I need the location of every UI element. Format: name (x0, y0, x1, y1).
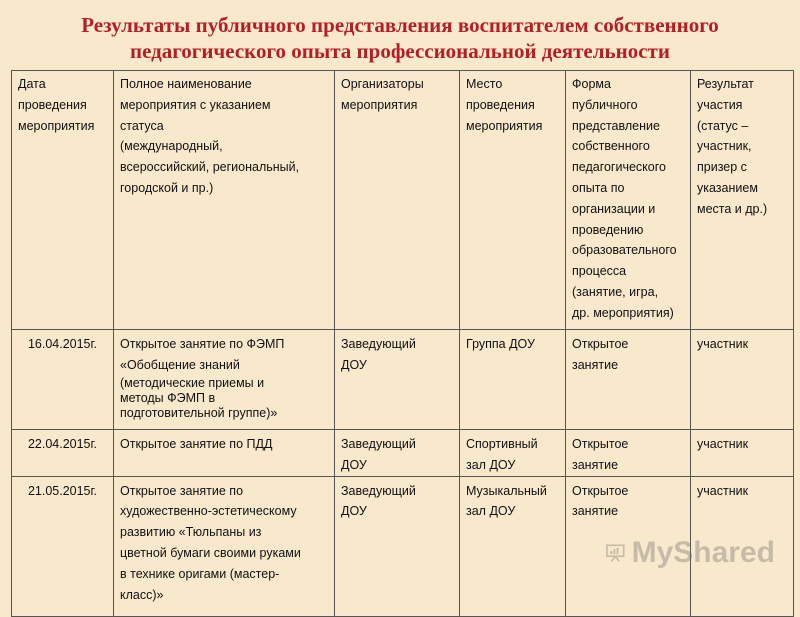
cell-event: Открытое занятие по художественно-эстетическому развитию «Тюльпаны из цветной бумаги своими руками в технике оригами (мастер- класс)» (114, 476, 335, 616)
table-row (12, 330, 794, 430)
cell-place: Группа ДОУ (460, 330, 566, 430)
header-form: Форма публичного представление собственного педагогического опыта по организации и проведению образовательного процесса (занятие, игра, др. мероприятия) (566, 71, 691, 330)
cell-event-detail: (методические приемы и методы ФЭМП в подготовительной группе)» (120, 375, 278, 420)
cell-organizer: Заведующий ДОУ (335, 330, 460, 430)
cell-place: Спортивный зал ДОУ (460, 430, 566, 477)
cell-organizer: Заведующий ДОУ (335, 430, 460, 477)
cell-date: 22.04.2015г. (12, 430, 114, 477)
watermark (605, 533, 775, 573)
cell-result: участник (691, 476, 794, 616)
cell-organizer: Заведующий ДОУ (335, 476, 460, 616)
cell-form: Открытое занятие (566, 476, 691, 616)
cell-result: участник (691, 330, 794, 430)
title-line-2: педагогического опыта профессиональной деятельности (130, 39, 670, 63)
cell-event: Открытое занятие по ПДД (114, 430, 335, 477)
table-row (12, 430, 794, 477)
cell-place: Музыкальный зал ДОУ (460, 476, 566, 616)
cell-event (114, 330, 335, 430)
header-event: Полное наименование мероприятия с указанием статуса (международный, всероссийский, региональный, городской и пр.) (114, 71, 335, 330)
title-line-1: Результаты публичного представления воспитателем собственного (81, 13, 719, 37)
watermark-text: MyShared (631, 536, 775, 569)
cell-date: 16.04.2015г. (12, 330, 114, 430)
table-header-row (12, 71, 794, 330)
header-place: Место проведения мероприятия (460, 71, 566, 330)
header-organizer: Организаторы мероприятия (335, 71, 460, 330)
cell-date: 21.05.2015г. (12, 476, 114, 616)
header-date: Дата проведения мероприятия (12, 71, 114, 330)
cell-event-title: Открытое занятие по ФЭМП «Обобщение знаний (120, 337, 285, 372)
page-title (0, 12, 800, 64)
presentation-icon (605, 538, 626, 568)
cell-form: Открытое занятие (566, 430, 691, 477)
header-result: Результат участия (статус – участник, призер с указанием места и др.) (691, 71, 794, 330)
cell-result: участник (691, 430, 794, 477)
cell-form: Открытое занятие (566, 330, 691, 430)
